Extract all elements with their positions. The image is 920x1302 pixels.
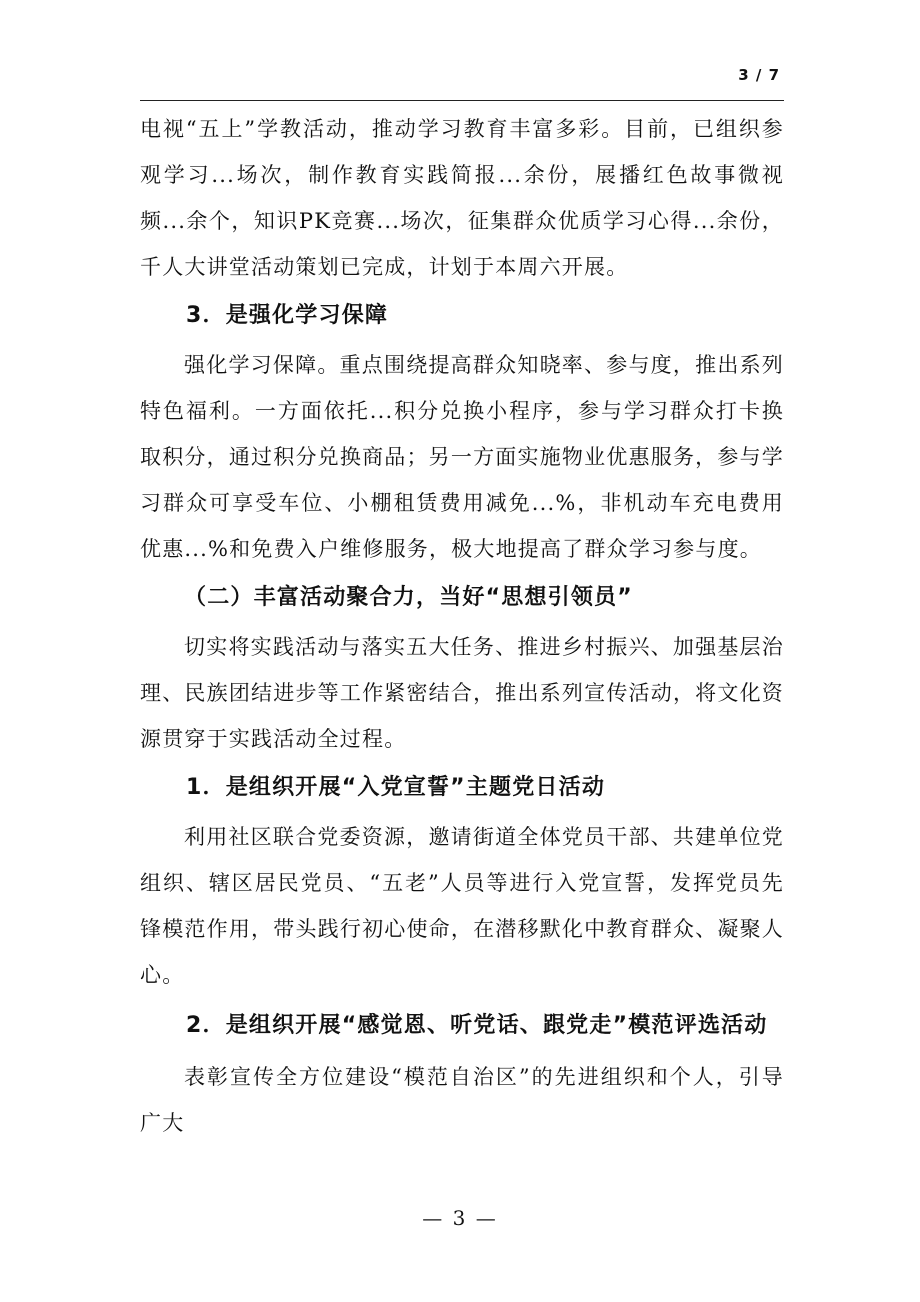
header-divider — [140, 100, 784, 101]
heading-oath-activity: 1．是组织开展“入党宣誓”主题党日活动 — [186, 775, 606, 800]
paragraph-oath-activity: 利用社区联合党委资源，邀请街道全体党员干部、共建单位党组织、辖区居民党员、“五老”人员等进行入党宣誓，发挥党员先锋模范作用，带头践行初心使命，在潜移默化中教育群众、凝聚人心。 — [140, 825, 784, 987]
paragraph-section-two: 切实将实践活动与落实五大任务、推进乡村振兴、加强基层治理、民族团结进步等工作紧密结合，推出系列宣传活动，将文化资源贯穿于实践活动全过程。 — [140, 635, 784, 751]
footer-page-number: — 3 — — [422, 1206, 498, 1230]
paragraph-learning-guarantee: 强化学习保障。重点围绕提高群众知晓率、参与度，推出系列特色福利。一方面依托...积分兑换小程序，参与学习群众打卡换取积分，通过积分兑换商品；另一方面实施物业优惠服务，参与学习群众可享受车位、小棚租赁费用减免...%，非机动车充电费用优惠...%和免费入户维修服务，极大地提高了群众学习参与度。 — [140, 353, 784, 561]
document-body — [140, 106, 784, 1146]
page-counter: 3 / 7 — [738, 66, 780, 84]
paragraph-model-selection: 表彰宣传全方位建设“模范自治区”的先进组织和个人，引导广大 — [140, 1065, 784, 1135]
heading-section-two: （二）丰富活动聚合力，当好“思想引领员” — [184, 585, 633, 610]
heading-model-selection: 2．是组织开展“感觉恩、听党话、跟党走”模范评选活动 — [186, 1013, 768, 1038]
paragraph-continuation: 电视“五上”学教活动，推动学习教育丰富多彩。目前，已组织参观学习...场次，制作教育实践简报...余份，展播红色故事微视频...余个，知识PK竞赛...场次，征集群众优质学习心得...余份，千人大讲堂活动策划已完成，计划于本周六开展。 — [140, 117, 784, 279]
heading-learning-guarantee: 3．是强化学习保障 — [186, 303, 389, 328]
